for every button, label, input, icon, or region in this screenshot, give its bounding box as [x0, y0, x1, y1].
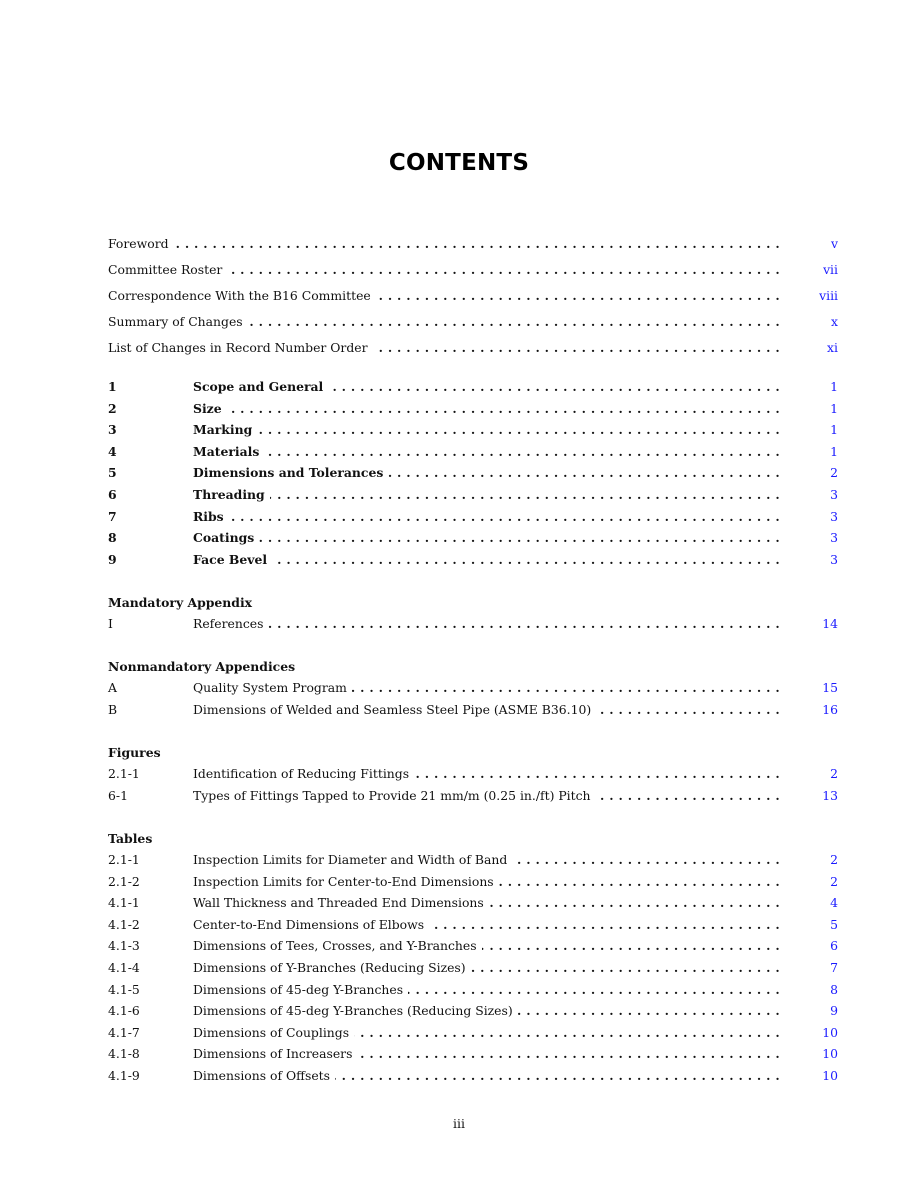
toc-entry[interactable] [108, 506, 838, 528]
toc-entry[interactable] [108, 309, 838, 335]
toc-entry[interactable] [108, 441, 838, 463]
toc-page-link[interactable]: 2 [830, 766, 838, 781]
toc-entry-number: 4.1-1 [108, 895, 140, 911]
toc-entry[interactable] [108, 419, 838, 441]
toc-page-link[interactable]: 15 [822, 680, 838, 695]
toc-entry-number: 4.1-2 [108, 916, 140, 932]
toc-page-link[interactable]: 6 [830, 938, 838, 954]
toc-page-link[interactable]: 5 [830, 916, 838, 932]
toc-page-link[interactable]: x [831, 314, 838, 329]
toc-page-link[interactable]: 10 [822, 1046, 838, 1062]
toc-entry[interactable] [108, 527, 838, 549]
toc-page-link[interactable]: 13 [822, 787, 838, 803]
toc-entry-number: 4.1-4 [108, 959, 140, 975]
toc-entry[interactable] [108, 283, 838, 309]
toc-entry-title: Dimensions and Tolerances [193, 465, 388, 480]
toc-entry-title: Threading [193, 487, 270, 502]
toc-entry-number: 9 [108, 551, 117, 567]
section-heading: Nonmandatory Appendices [108, 659, 296, 674]
toc-entry[interactable] [108, 257, 838, 283]
toc-front-matter [108, 231, 838, 361]
toc-page-link[interactable]: xi [827, 340, 838, 355]
toc-page-link[interactable]: 3 [830, 551, 838, 567]
toc-entry-title: Ribs [193, 509, 229, 524]
toc-entry-number: 4.1-6 [108, 1003, 140, 1019]
toc-entry-number: 4.1-3 [108, 938, 140, 954]
toc-entry-number: 6-1 [108, 787, 128, 803]
toc-entry-number: 4.1-7 [108, 1024, 140, 1040]
toc-entry[interactable] [108, 699, 838, 721]
toc-page-link[interactable]: 8 [830, 981, 838, 997]
toc-page-link[interactable]: 10 [822, 1067, 838, 1083]
toc-page-link[interactable]: 2 [830, 852, 838, 867]
toc-entry-title: References [193, 616, 268, 631]
toc-entry[interactable] [108, 914, 838, 936]
toc-nonmandatory-appendices [108, 677, 838, 720]
toc-entry[interactable] [108, 763, 838, 785]
toc-figures [108, 763, 838, 806]
toc-entry[interactable] [108, 1022, 838, 1044]
toc-page-link[interactable]: v [831, 236, 838, 251]
page-title: CONTENTS [388, 150, 530, 176]
toc-entry-number: 2.1-1 [108, 852, 140, 867]
toc-entry-number: 2.1-1 [108, 766, 140, 781]
toc-page-link[interactable]: viii [819, 288, 838, 303]
toc-entry-number: 4 [108, 443, 117, 459]
section-heading: Tables [108, 831, 153, 846]
toc-page-link[interactable]: 1 [830, 379, 838, 394]
toc-entry-title: Dimensions of 45-deg Y-Branches (Reducing Sizes) [193, 1003, 518, 1018]
toc-entry[interactable] [108, 871, 838, 893]
toc-entry-number: 4.1-5 [108, 981, 140, 997]
toc-entry[interactable] [108, 1000, 838, 1022]
toc-page-link[interactable]: 3 [830, 508, 838, 524]
toc-page-link[interactable]: 3 [830, 486, 838, 502]
toc-entry-number: I [108, 616, 113, 631]
toc-entry[interactable] [108, 849, 838, 871]
toc-entry[interactable] [108, 979, 838, 1001]
toc-entry-number: B [108, 701, 118, 717]
toc-page-link[interactable]: 1 [830, 400, 838, 416]
toc-entry-number: A [108, 680, 117, 695]
toc-entry-number: 2.1-2 [108, 873, 140, 889]
page-number: iii [453, 1116, 465, 1131]
toc-entry[interactable] [108, 785, 838, 807]
section-heading: Mandatory Appendix [108, 595, 253, 610]
toc-entry-title: Committee Roster [108, 262, 227, 277]
toc-entry-number: 8 [108, 530, 117, 546]
section-heading: Figures [108, 745, 161, 760]
toc-page-link[interactable]: vii [823, 262, 838, 277]
toc-page-link[interactable]: 1 [830, 422, 838, 438]
toc-entry-title: List of Changes in Record Number Order [108, 340, 373, 355]
toc-entry-number: 3 [108, 422, 117, 438]
toc-entry-title: Identification of Reducing Fittings [193, 766, 414, 781]
toc-entry-title: Materials [193, 444, 264, 459]
toc-entry-title: Dimensions of Increasers [193, 1046, 357, 1061]
toc-entry[interactable] [108, 376, 838, 398]
toc-entry-number: 6 [108, 486, 117, 502]
toc-entry[interactable] [108, 935, 838, 957]
toc-entry-number: 4.1-8 [108, 1046, 140, 1062]
toc-entry-number: 7 [108, 508, 117, 524]
toc-entry[interactable] [108, 484, 838, 506]
toc-entry-title: Dimensions of Couplings [193, 1025, 354, 1040]
toc-entry[interactable] [108, 1065, 838, 1087]
toc-entry-number: 1 [108, 379, 117, 394]
toc-entry[interactable] [108, 335, 838, 361]
toc-page-link[interactable]: 1 [830, 443, 838, 459]
toc-entry-title: Dimensions of Welded and Seamless Steel Pipe (ASME B36.10) [193, 702, 596, 717]
toc-entry-title: Quality System Program [193, 680, 352, 695]
toc-entry-title: Marking [193, 422, 257, 437]
toc-page-link[interactable]: 2 [830, 465, 838, 481]
toc-entry[interactable] [108, 677, 838, 699]
toc-entry[interactable] [108, 957, 838, 979]
toc-entry[interactable] [108, 1043, 838, 1065]
toc-entry-title: Scope and General [193, 379, 328, 394]
toc-sections [108, 376, 838, 570]
toc-entry-title: Foreword [108, 236, 174, 251]
toc-entry[interactable] [108, 892, 838, 914]
toc-entry[interactable] [108, 398, 838, 420]
toc-entry-number: 4.1-9 [108, 1067, 140, 1083]
toc-entry-title: Center-to-End Dimensions of Elbows [193, 917, 429, 932]
toc-entry-title: Wall Thickness and Threaded End Dimensions [193, 895, 489, 910]
toc-entry-title: Dimensions of Offsets [193, 1068, 335, 1083]
toc-entry-number: 5 [108, 465, 117, 481]
toc-page-link[interactable]: 9 [830, 1003, 838, 1019]
toc-page-link[interactable]: 10 [822, 1024, 838, 1040]
toc-page-link[interactable]: 16 [822, 701, 838, 717]
toc-entry-title: Dimensions of Tees, Crosses, and Y-Branches [193, 938, 482, 953]
toc-entry-title: Dimensions of Y-Branches (Reducing Sizes) [193, 960, 471, 975]
toc-entry-title: Correspondence With the B16 Committee [108, 288, 376, 303]
toc-entry[interactable] [108, 462, 838, 484]
toc-entry-title: Dimensions of 45-deg Y-Branches [193, 982, 408, 997]
toc-page-link[interactable]: 7 [830, 959, 838, 975]
toc-entry[interactable] [108, 613, 838, 635]
toc-page-link[interactable]: 2 [830, 873, 838, 889]
toc-entry[interactable] [108, 549, 838, 571]
toc-entry-title: Inspection Limits for Center-to-End Dimensions [193, 874, 499, 889]
toc-entry-title: Inspection Limits for Diameter and Width of Band [193, 852, 512, 867]
toc-entry[interactable] [108, 231, 838, 257]
toc-entry-title: Summary of Changes [108, 314, 248, 329]
toc-page-link[interactable]: 4 [830, 895, 838, 911]
toc-page-link[interactable]: 14 [822, 616, 838, 631]
toc-entry-title: Size [193, 401, 227, 416]
toc-entry-title: Face Bevel [193, 552, 272, 567]
toc-page-link[interactable]: 3 [830, 530, 838, 546]
toc-entry-title: Coatings [193, 530, 259, 545]
toc-entry-number: 2 [108, 400, 117, 416]
toc-entry-title: Types of Fittings Tapped to Provide 21 mm/m (0.25 in./ft) Pitch [193, 788, 596, 803]
toc-mandatory-appendix [108, 613, 838, 635]
toc-tables [108, 849, 838, 1087]
